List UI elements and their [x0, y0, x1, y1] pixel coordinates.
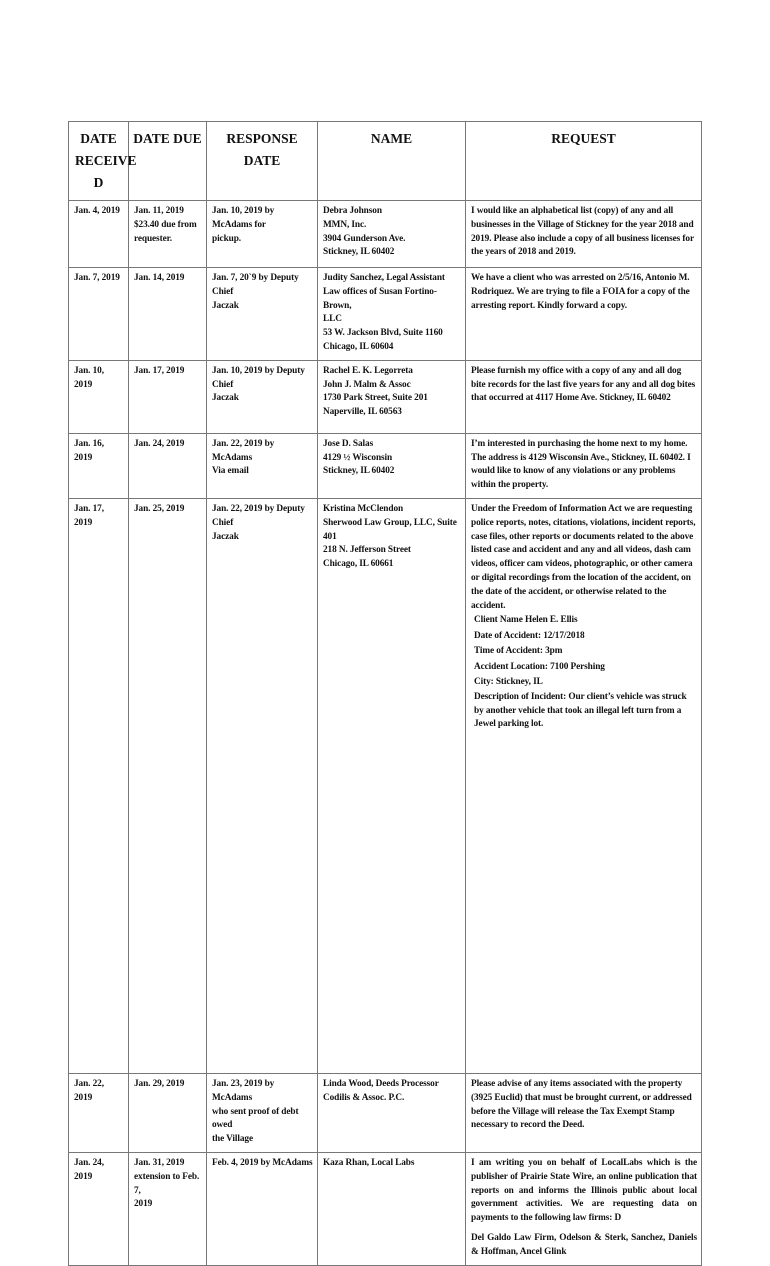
response-line: who sent proof of debt owed: [212, 1106, 299, 1131]
date-received-cell: Jan. 10, 2019: [69, 360, 129, 433]
response-line: Feb. 4, 2019 by McAdams: [212, 1157, 313, 1168]
date-due-line: Jan. 25, 2019: [134, 503, 185, 514]
request-field-value: 7100 Pershing: [547, 661, 605, 672]
response-date-cell: [207, 498, 318, 1073]
date-due-line: requester.: [134, 233, 172, 244]
table-row: [69, 268, 702, 361]
response-line: Jan. 7, 20`9 by Deputy Chief: [212, 273, 299, 297]
response-line: Jan. 22, 2019 by McAdams: [212, 438, 275, 463]
request-field-value: Our client’s vehicle was struck by another vehicle that took an illegal left turn from a Jewel parking lot.: [474, 691, 687, 730]
request-field: [474, 613, 697, 629]
date-due-cell: [129, 201, 207, 268]
date-due-line: Jan. 24, 2019: [134, 438, 185, 449]
request-field: [474, 629, 697, 645]
table-row: [69, 433, 702, 498]
response-line: the Village: [212, 1134, 253, 1145]
date-due-cell: [129, 360, 207, 433]
name-line: Chicago, IL 60604: [323, 341, 394, 352]
requester-name-cell: [318, 201, 466, 268]
request-field-value: 12/17/2018: [540, 630, 585, 641]
name-line: Stickney, IL 60402: [323, 247, 395, 258]
request-intro-text: Under the: [471, 503, 513, 514]
response-date-cell: [207, 360, 318, 433]
date-due-line: Jan. 14, 2019: [134, 273, 185, 283]
name-line: MMN, Inc.: [323, 219, 367, 230]
name-line: 218 N. Jefferson Street: [323, 545, 411, 556]
response-date-cell: [207, 1073, 318, 1152]
request-field-label: City:: [474, 677, 494, 688]
name-line: Naperville, IL 60563: [323, 407, 402, 418]
request-field: [474, 660, 697, 676]
request-cell: I’m interested in purchasing the home next to my home. The address is 4129 Wisconsin Ave., Stickney, IL 60402. I would like to know of any violations or any problems within the property.: [466, 433, 702, 498]
response-date-cell: [207, 201, 318, 268]
date-received-cell: Jan. 22, 2019: [69, 1073, 129, 1152]
date-received-cell: Jan. 7, 2019: [69, 268, 129, 361]
name-line: Chicago, IL 60661: [323, 559, 394, 570]
response-line: Jaczak: [212, 393, 239, 404]
table-header-row: [69, 122, 702, 201]
request-field-label: Client Name: [474, 615, 523, 626]
request-field: [474, 644, 697, 660]
request-paragraph: Del Galdo Law Firm, Odelson & Sterk, Sanchez, Daniels & Hoffman, Ancel Glink: [471, 1232, 697, 1257]
response-line: Jan. 22, 2019 by Deputy Chief: [212, 503, 305, 528]
foia-request-log-table: [68, 121, 702, 1266]
name-line: Jose D. Salas: [323, 438, 374, 449]
request-field-label: Time of Accident:: [474, 646, 543, 657]
date-due-line: Jan. 11, 2019: [134, 206, 184, 216]
header-request: REQUEST: [466, 122, 702, 201]
response-line: Jaczak: [212, 531, 239, 542]
date-due-line: Jan. 31, 2019: [134, 1157, 185, 1168]
table-row: [69, 360, 702, 433]
request-field-label: Description of Incident:: [474, 691, 567, 702]
requester-name-cell: [318, 360, 466, 433]
date-due-cell: [129, 498, 207, 1073]
name-line: Linda Wood, Deeds Processor: [323, 1078, 439, 1089]
header-response-date: RESPONSE DATE: [207, 122, 318, 201]
name-line: Stickney, IL 60402: [323, 466, 395, 477]
response-line: Jan. 10, 2019 by McAdams for: [212, 206, 275, 230]
date-due-cell: [129, 1073, 207, 1152]
date-due-line: 2019: [134, 1199, 153, 1210]
response-line: Jan. 10, 2019 by Deputy Chief: [212, 365, 305, 390]
request-paragraph: I am writing you on behalf of LocalLabs which is the publisher of Prairie State Wire, an online publication that reports on and informs the Illinois public about local government activities. We are requesting data on payments to the following law firms: D: [471, 1157, 697, 1224]
requester-name-cell: [318, 433, 466, 498]
date-due-line: Jan. 29, 2019: [134, 1078, 185, 1089]
header-name: NAME: [318, 122, 466, 201]
requester-name-cell: [318, 268, 466, 361]
request-intro-text: we are requesting police reports, notes, citations, violations, incident reports, case files, other reports or documents related to the above listed case and accident and any and all videos, dash cam videos, officer cam videos, photographic, or other camera or digital recordings from the location of the accident, on the date of the accident, or otherwise related to the accident.: [471, 503, 696, 611]
request-cell: I would like an alphabetical list (copy) of any and all businesses in the Village of Stickney for the year 2018 and 2019. Please also include a copy of all business licenses for the years of 2018 and 2019.: [466, 201, 702, 268]
request-intro-emphasis: Freedom of Information Act: [512, 503, 622, 514]
request-intro: [471, 503, 697, 613]
name-line: Codilis & Assoc. P.C.: [323, 1092, 405, 1103]
request-cell: We have a client who was arrested on 2/5/16, Antonio M. Rodriquez. We are trying to file a FOIA for a copy of the arresting report. Kindly forward a copy.: [466, 268, 702, 361]
name-line: Rachel E. K. Legorreta: [323, 365, 413, 376]
table-row: [69, 498, 702, 1073]
header-date-due: DATE DUE: [129, 122, 207, 201]
table-row: [69, 1073, 702, 1152]
name-line: Judity Sanchez, Legal Assistant: [323, 273, 445, 283]
response-line: Jaczak: [212, 300, 239, 311]
name-line: Sherwood Law Group, LLC, Suite 401: [323, 517, 457, 542]
request-field-value: Stickney, IL: [493, 677, 543, 688]
request-cell: Please advise of any items associated with the property (3925 Euclid) that must be brought current, or addressed before the Village will release the Tax Exempt Stamp necessary to record the Deed.: [466, 1073, 702, 1152]
date-received-cell: Jan. 17, 2019: [69, 498, 129, 1073]
response-line: pickup.: [212, 233, 242, 244]
name-line: 4129 ½ Wisconsin: [323, 452, 393, 463]
request-cell: [466, 1152, 702, 1265]
response-line: Via email: [212, 466, 249, 477]
date-received-cell: Jan. 4, 2019: [69, 201, 129, 268]
name-line: 1730 Park Street, Suite 201: [323, 393, 428, 404]
date-due-cell: [129, 1152, 207, 1265]
name-line: LLC: [323, 314, 342, 325]
date-received-cell: Jan. 24, 2019: [69, 1152, 129, 1265]
response-date-cell: [207, 1152, 318, 1265]
response-date-cell: [207, 433, 318, 498]
name-line: Law offices of Susan Fortino-Brown,: [323, 286, 437, 311]
name-line: 53 W. Jackson Blvd, Suite 1160: [323, 328, 443, 339]
name-line: Kaza Rhan, Local Labs: [323, 1157, 415, 1168]
name-line: Kristina McClendon: [323, 503, 404, 514]
date-due-line: $23.40 due from: [134, 219, 197, 230]
requester-name-cell: [318, 1152, 466, 1265]
name-line: 3904 Gunderson Ave.: [323, 233, 406, 244]
response-line: Jan. 23, 2019 by McAdams: [212, 1078, 275, 1103]
date-due-line: extension to Feb. 7,: [134, 1171, 200, 1196]
response-date-cell: [207, 268, 318, 361]
header-date-received: DATE RECEIVE D: [69, 122, 129, 201]
request-field-value: 3pm: [542, 646, 563, 657]
name-line: John J. Malm & Assoc: [323, 379, 411, 390]
request-field: [474, 691, 697, 732]
request-field-label: Date of Accident:: [474, 630, 541, 641]
table-row: [69, 1152, 702, 1265]
date-due-line: Jan. 17, 2019: [134, 365, 185, 376]
request-field-label: Accident Location:: [474, 661, 548, 672]
date-received-cell: Jan. 16, 2019: [69, 433, 129, 498]
date-due-cell: [129, 268, 207, 361]
request-cell: Please furnish my office with a copy of any and all dog bite records for the last five years for any and all dog bites that occurred at 4117 Home Ave. Stickney, IL 60402: [466, 360, 702, 433]
requester-name-cell: [318, 498, 466, 1073]
requester-name-cell: [318, 1073, 466, 1152]
request-cell: [466, 498, 702, 1073]
name-line: Debra Johnson: [323, 206, 382, 216]
request-field: [474, 675, 697, 691]
date-due-cell: [129, 433, 207, 498]
table-row: [69, 201, 702, 268]
request-field-value: Helen E. Ellis: [522, 615, 578, 626]
